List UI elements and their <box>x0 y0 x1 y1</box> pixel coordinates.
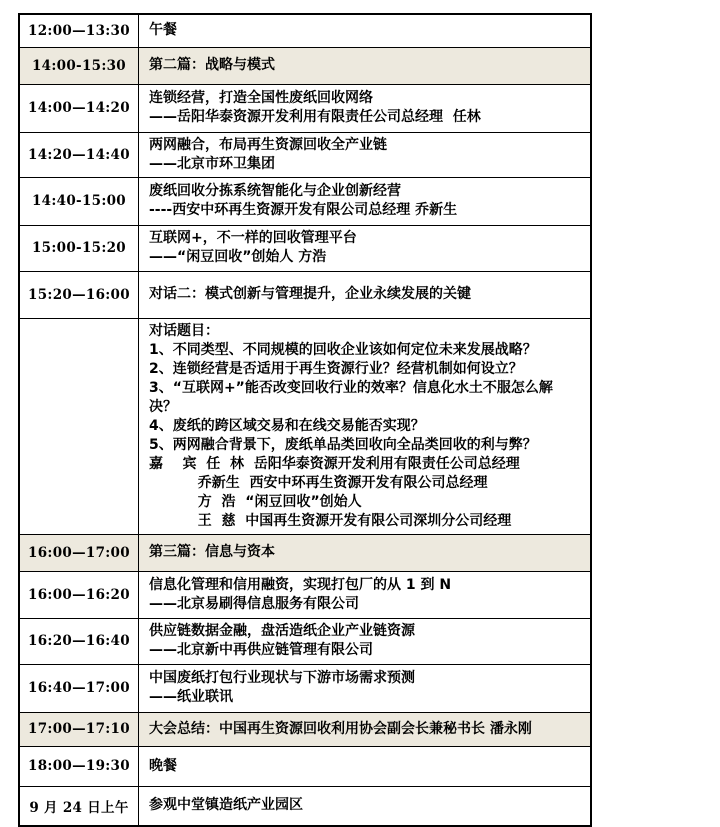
content-line: 对话题目： <box>149 322 219 339</box>
section-content-cell <box>139 534 592 571</box>
content-line: 供应链数据金融，盘活造纸企业产业链资源 <box>149 623 415 639</box>
time-cell: 14:00—14:20 <box>19 84 139 132</box>
content-line: 5、两网融合背景下，废纸单品类回收向全品类回收的利与弊？ <box>149 436 537 453</box>
content-cell <box>139 177 592 225</box>
content-line: 1、不同类型、不同规模的回收企业该如何定位未来发展战略？ <box>149 341 537 358</box>
content-line: 方 浩 “闲豆回收”创始人 <box>149 493 362 510</box>
table-row <box>19 571 591 618</box>
content-line: 大会总结：中国再生资源回收利用协会副会长兼秘书长 潘永刚 <box>149 720 532 737</box>
time-cell: 15:00-15:20 <box>19 225 139 271</box>
table-row <box>19 14 591 47</box>
content-line: 3、“互联网+”能否改变回收行业的效率？信息化水土不服怎么解决？ <box>149 379 553 415</box>
time-cell: 17:00—17:10 <box>19 712 139 746</box>
time-cell: 16:00—16:20 <box>19 571 139 618</box>
content-cell <box>139 786 592 826</box>
content-line: 午餐 <box>149 22 177 39</box>
content-line: 两网融合，布局再生资源回收全产业链 <box>149 136 387 153</box>
content-line: 2、连锁经营是否适用于再生资源行业？经营机制如何设立？ <box>149 360 523 377</box>
section-content-cell <box>139 271 592 318</box>
time-cell: 9 月 24 日上午 <box>19 786 139 826</box>
content-line: ——北京新中再供应链管理有限公司 <box>149 642 373 658</box>
content-cell <box>139 618 592 664</box>
table-row <box>19 47 591 84</box>
time-cell: 16:00—17:00 <box>19 534 139 571</box>
time-cell: 16:20—16:40 <box>19 618 139 664</box>
content-line: 嘉 宾 任 林 岳阳华泰资源开发利用有限责任公司总经理 <box>149 455 520 472</box>
schedule-table-body <box>19 14 591 826</box>
schedule-table <box>18 13 592 827</box>
content-line: 废纸回收分拣系统智能化与企业创新经营 <box>149 183 401 199</box>
content-line: 王 慈 中国再生资源开发有限公司深圳分公司经理 <box>149 512 512 529</box>
table-row <box>19 318 591 534</box>
table-row <box>19 271 591 318</box>
content-line: 第三篇：信息与资本 <box>149 544 275 560</box>
content-line: 中国废纸打包行业现状与下游市场需求预测 <box>149 670 415 686</box>
time-cell: 15:20—16:00 <box>19 271 139 318</box>
content-line: ——“闲豆回收”创始人 方浩 <box>149 249 327 265</box>
table-row <box>19 84 591 132</box>
content-line: ——纸业联讯 <box>149 689 233 705</box>
table-row <box>19 225 591 271</box>
content-cell <box>139 746 592 786</box>
content-cell <box>139 318 592 534</box>
content-cell <box>139 225 592 271</box>
table-row <box>19 177 591 225</box>
time-cell: 18:00—19:30 <box>19 746 139 786</box>
time-cell: 14:00-15:30 <box>19 47 139 84</box>
content-line: 互联网+，不一样的回收管理平台 <box>149 230 357 246</box>
content-line: 第二篇：战略与模式 <box>149 57 275 73</box>
content-line: 参观中堂镇造纸产业园区 <box>149 797 303 814</box>
content-line: ——岳阳华泰资源开发利用有限责任公司总经理 任林 <box>149 109 481 125</box>
table-row <box>19 534 591 571</box>
table-row <box>19 618 591 664</box>
content-line: 连锁经营，打造全国性废纸回收网络 <box>149 90 373 106</box>
time-cell: 14:20—14:40 <box>19 132 139 177</box>
table-row <box>19 664 591 712</box>
content-cell <box>139 571 592 618</box>
section-content-cell <box>139 712 592 746</box>
content-line: ——北京市环卫集团 <box>149 155 275 172</box>
content-line: 对话二：模式创新与管理提升，企业永续发展的关键 <box>149 286 471 302</box>
content-line: 信息化管理和信用融资，实现打包厂的从 1 到 N <box>149 576 452 593</box>
content-line: 乔新生 西安中环再生资源开发有限公司总经理 <box>149 474 488 491</box>
time-cell <box>19 318 139 534</box>
content-line: ----西安中环再生资源开发有限公司总经理 乔新生 <box>149 202 458 218</box>
section-content-cell <box>139 47 592 84</box>
table-row <box>19 132 591 177</box>
time-cell: 12:00—13:30 <box>19 14 139 47</box>
content-line: ——北京易刷得信息服务有限公司 <box>149 595 359 612</box>
content-line: 晚餐 <box>149 757 177 774</box>
content-line: 4、废纸的跨区域交易和在线交易能否实现？ <box>149 417 425 434</box>
content-cell <box>139 14 592 47</box>
content-cell <box>139 664 592 712</box>
content-cell <box>139 84 592 132</box>
table-row <box>19 746 591 786</box>
time-cell: 14:40-15:00 <box>19 177 139 225</box>
table-row <box>19 712 591 746</box>
time-cell: 16:40—17:00 <box>19 664 139 712</box>
content-cell <box>139 132 592 177</box>
table-row <box>19 786 591 826</box>
